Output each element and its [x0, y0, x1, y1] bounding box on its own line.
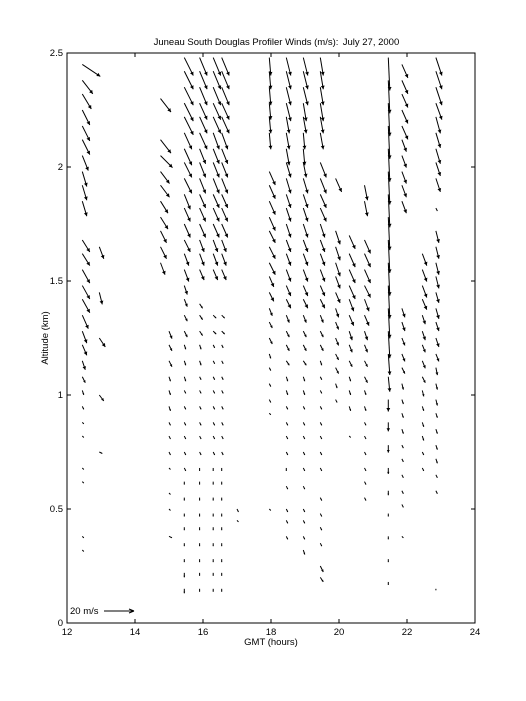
wind-vector	[199, 573, 200, 576]
wind-vector	[213, 573, 214, 576]
y-axis-label: Altitude (km)	[40, 311, 51, 365]
reference-vector-label: 20 m/s	[70, 606, 99, 617]
wind-vector	[213, 527, 214, 530]
wind-vector	[388, 536, 389, 539]
wind-vector	[184, 527, 185, 530]
x-tick-label: 12	[61, 627, 73, 638]
wind-vector	[388, 514, 389, 517]
y-tick-label: 1.5	[49, 276, 63, 287]
wind-vector	[221, 559, 222, 562]
wind-vector	[213, 482, 214, 485]
y-tick-label: 0	[57, 618, 63, 629]
wind-vector	[213, 514, 214, 517]
wind-vector	[213, 589, 214, 592]
wind-vector	[199, 589, 200, 592]
wind-vector	[221, 589, 222, 592]
wind-vector	[221, 543, 222, 546]
y-tick-label: 2.5	[49, 48, 63, 59]
wind-vector	[199, 559, 200, 562]
wind-vector	[388, 559, 389, 562]
x-tick-label: 16	[197, 627, 209, 638]
wind-vector	[199, 498, 200, 501]
x-tick-label: 18	[265, 627, 277, 638]
wind-vector	[213, 498, 214, 501]
x-axis-label: GMT (hours)	[244, 637, 298, 648]
wind-vector	[213, 543, 214, 546]
wind-vector	[213, 559, 214, 562]
wind-vector	[221, 514, 222, 517]
wind-vector	[436, 589, 437, 591]
wind-vector	[388, 582, 389, 585]
wind-vector	[184, 482, 185, 485]
wind-vector	[286, 468, 287, 471]
y-tick-label: 1	[57, 390, 63, 401]
y-tick-label: 0.5	[49, 504, 63, 515]
wind-vector	[184, 543, 185, 546]
wind-vector	[184, 498, 185, 501]
wind-vector	[213, 468, 214, 471]
wind-vector	[184, 514, 185, 517]
wind-vector	[199, 468, 200, 471]
wind-vector	[221, 482, 222, 485]
y-tick-label: 2	[57, 162, 63, 173]
wind-vector	[221, 527, 222, 530]
wind-vector	[199, 482, 200, 485]
chart-date: July 27, 2000	[342, 37, 400, 48]
wind-vector	[184, 559, 185, 562]
wind-vector	[221, 468, 222, 471]
wind-vector	[199, 514, 200, 517]
x-tick-label: 14	[129, 627, 141, 638]
wind-vector	[199, 527, 200, 530]
wind-vector	[221, 573, 222, 576]
x-tick-label: 24	[469, 627, 481, 638]
chart-title: Juneau South Douglas Profiler Winds (m/s):	[153, 37, 339, 48]
x-tick-label: 22	[401, 627, 413, 638]
x-tick-label: 20	[333, 627, 345, 638]
wind-vector	[199, 543, 200, 546]
wind-vector	[221, 498, 222, 501]
